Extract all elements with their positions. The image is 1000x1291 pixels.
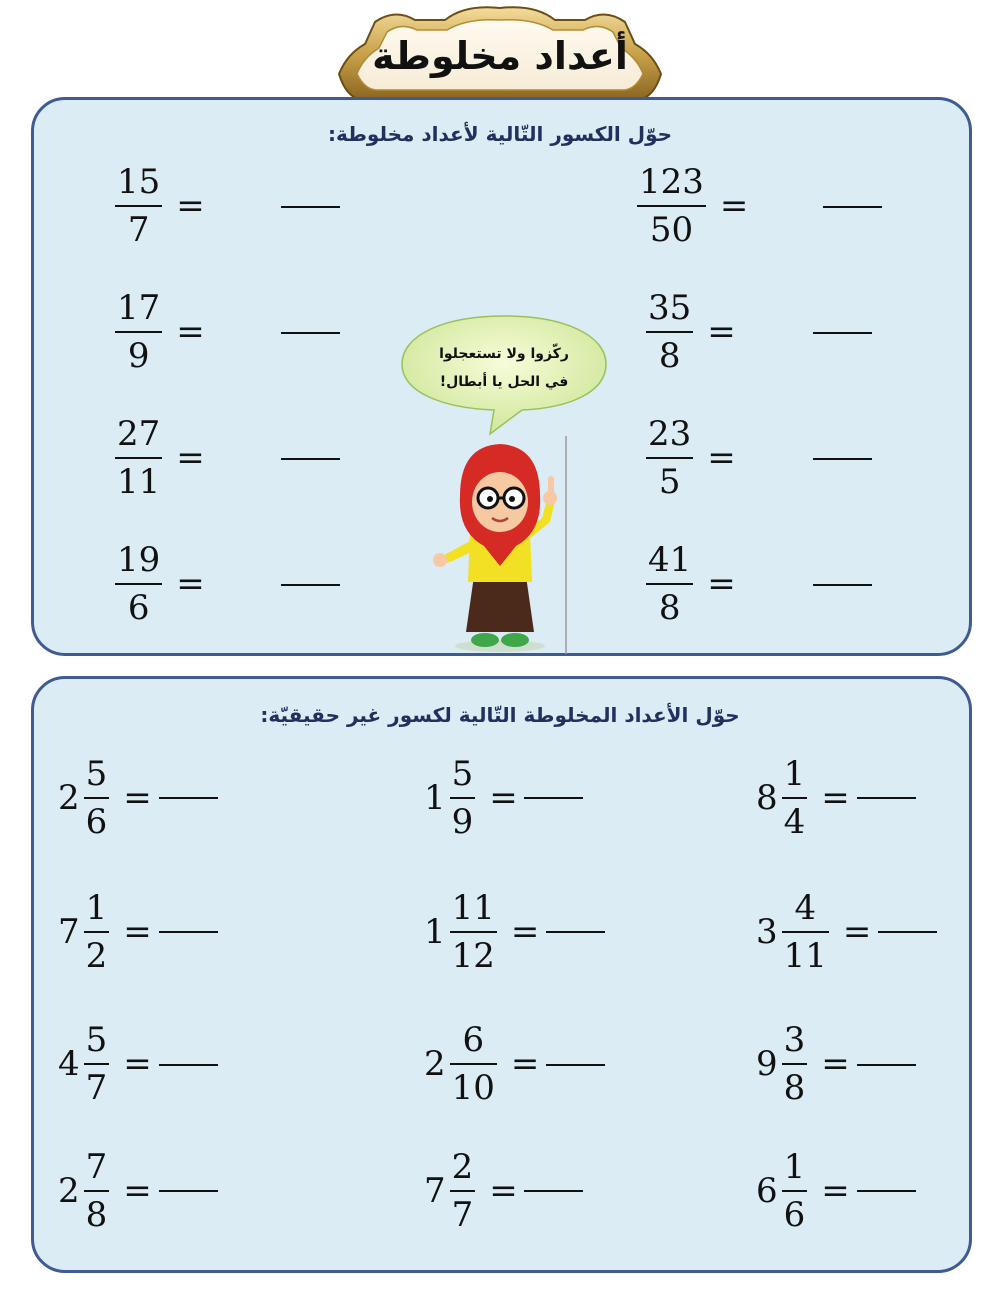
answer-blank[interactable] — [857, 1190, 916, 1192]
improper-fraction-2 — [115, 282, 215, 382]
numerator: 3 — [783, 1020, 806, 1060]
whole-part: 1 — [424, 778, 446, 818]
answer-blank[interactable] — [524, 1190, 583, 1192]
answer-blank[interactable] — [159, 1190, 218, 1192]
denominator: 7 — [451, 1195, 474, 1235]
answer-blank[interactable] — [857, 797, 916, 799]
answer-blank[interactable] — [281, 332, 340, 334]
equals-sign: = — [489, 1171, 518, 1211]
whole-part: 4 — [58, 1044, 80, 1084]
equals-sign: = — [123, 912, 152, 952]
answer-blank[interactable] — [546, 1064, 605, 1066]
mixed-number-4 — [58, 1141, 162, 1241]
numerator: 123 — [639, 162, 704, 202]
denominator: 6 — [783, 1195, 806, 1235]
equals-sign: = — [842, 912, 872, 952]
denominator: 2 — [85, 936, 108, 976]
equals-sign: = — [821, 778, 850, 818]
answer-blank[interactable] — [159, 931, 218, 933]
denominator: 6 — [85, 802, 108, 842]
equals-sign: = — [510, 1044, 540, 1084]
mixed-number-1 — [58, 748, 162, 848]
numerator: 19 — [117, 540, 161, 580]
page-title: أعداد مخلوطة — [372, 34, 628, 78]
denominator: 10 — [451, 1068, 495, 1108]
numerator: 1 — [783, 1147, 806, 1187]
whole-part: 7 — [424, 1171, 446, 1211]
answer-blank[interactable] — [159, 1064, 218, 1066]
numerator: 4 — [794, 888, 817, 928]
answer-blank[interactable] — [813, 332, 872, 334]
denominator: 9 — [127, 336, 150, 376]
equals-sign: = — [176, 564, 205, 604]
answer-blank[interactable] — [823, 206, 882, 208]
improper-fraction-4 — [115, 534, 215, 634]
whole-part: 1 — [424, 912, 446, 952]
section1-instruction: حوّل الكسور التّالية لأعداد مخلوطة: — [327, 122, 673, 146]
answer-blank[interactable] — [813, 584, 872, 586]
whole-part: 3 — [756, 912, 778, 952]
numerator: 15 — [117, 162, 161, 202]
answer-blank[interactable] — [546, 931, 605, 933]
equals-sign: = — [123, 1044, 152, 1084]
mixed-number-5 — [424, 748, 528, 848]
answer-blank[interactable] — [281, 206, 340, 208]
mixed-number-11 — [756, 1014, 860, 1114]
equals-sign: = — [821, 1044, 850, 1084]
whole-part: 2 — [58, 1171, 80, 1211]
mixed-number-6 — [424, 882, 549, 982]
whole-part: 2 — [58, 778, 80, 818]
numerator: 5 — [85, 1020, 108, 1060]
numerator: 1 — [85, 888, 108, 928]
numerator: 2 — [451, 1147, 474, 1187]
improper-fraction-3 — [115, 408, 215, 508]
numerator: 11 — [451, 888, 495, 928]
whole-part: 2 — [424, 1044, 446, 1084]
numerator: 5 — [85, 754, 108, 794]
equals-sign: = — [489, 778, 518, 818]
equals-sign: = — [123, 778, 152, 818]
denominator: 7 — [85, 1068, 108, 1108]
equals-sign: = — [123, 1171, 152, 1211]
denominator: 8 — [783, 1068, 806, 1108]
denominator: 8 — [658, 336, 681, 376]
answer-blank[interactable] — [524, 797, 583, 799]
answer-blank[interactable] — [159, 797, 218, 799]
girl-character-illustration — [430, 436, 570, 654]
whole-part: 9 — [756, 1044, 778, 1084]
denominator: 11 — [783, 936, 827, 976]
denominator: 6 — [127, 588, 150, 628]
equals-sign: = — [821, 1171, 850, 1211]
denominator: 5 — [658, 462, 681, 502]
speech-bubble — [398, 312, 610, 436]
improper-fraction-1 — [115, 156, 215, 256]
mixed-number-10 — [756, 882, 881, 982]
equals-sign: = — [510, 912, 540, 952]
equals-sign: = — [176, 312, 205, 352]
mixed-number-7 — [424, 1014, 549, 1114]
whole-part: 8 — [756, 778, 778, 818]
denominator: 7 — [127, 210, 150, 250]
denominator: 9 — [451, 802, 474, 842]
denominator: 12 — [451, 936, 495, 976]
answer-blank[interactable] — [857, 1064, 916, 1066]
mixed-number-3 — [58, 1014, 162, 1114]
improper-fraction-5 — [637, 156, 758, 256]
bubble-line-2: في الحل يا أبطال! — [439, 374, 569, 390]
answer-blank[interactable] — [281, 584, 340, 586]
numerator: 23 — [648, 414, 692, 454]
denominator: 11 — [117, 462, 161, 502]
whole-part: 6 — [756, 1171, 778, 1211]
numerator: 1 — [783, 754, 806, 794]
answer-blank[interactable] — [878, 931, 937, 933]
denominator: 8 — [85, 1195, 108, 1235]
numerator: 41 — [648, 540, 692, 580]
mixed-number-9 — [756, 748, 860, 848]
equals-sign: = — [707, 312, 736, 352]
numerator: 17 — [117, 288, 161, 328]
whole-part: 7 — [58, 912, 80, 952]
section2-instruction: حوّل الأعداد المخلوطة التّالية لكسور غير حقيقيّة: — [260, 703, 740, 727]
denominator: 4 — [783, 802, 806, 842]
mixed-number-8 — [424, 1141, 528, 1241]
equals-sign: = — [719, 186, 749, 226]
equals-sign: = — [176, 438, 205, 478]
equals-sign: = — [707, 564, 736, 604]
equals-sign: = — [707, 438, 736, 478]
answer-blank[interactable] — [813, 458, 872, 460]
improper-fraction-7 — [646, 408, 746, 508]
equals-sign: = — [176, 186, 205, 226]
answer-blank[interactable] — [281, 458, 340, 460]
denominator: 8 — [658, 588, 681, 628]
improper-fraction-6 — [646, 282, 746, 382]
mixed-number-12 — [756, 1141, 860, 1241]
mixed-number-2 — [58, 882, 162, 982]
denominator: 50 — [649, 210, 694, 250]
improper-fraction-8 — [646, 534, 746, 634]
numerator: 35 — [648, 288, 692, 328]
numerator: 27 — [117, 414, 161, 454]
numerator: 7 — [85, 1147, 108, 1187]
numerator: 5 — [451, 754, 474, 794]
numerator: 6 — [462, 1020, 485, 1060]
title-banner — [335, 4, 665, 108]
bubble-line-1: ركّزوا ولا تستعجلوا — [439, 346, 569, 362]
